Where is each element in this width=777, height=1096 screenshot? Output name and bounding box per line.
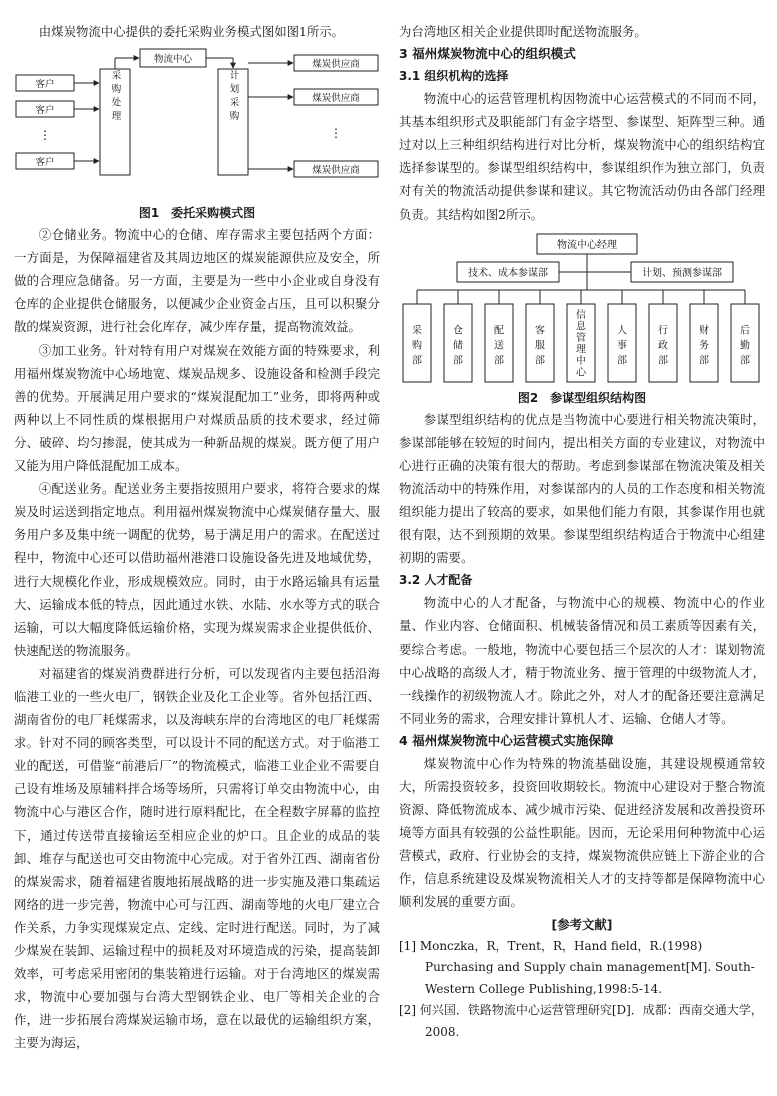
fig2-dept-label: 行政部 (658, 325, 668, 367)
fig2-staff-label-right: 计划、预测参谋部 (642, 267, 722, 279)
fig2-dept-label: 客服部 (535, 325, 545, 367)
subsection-heading: 3.2 人才配备 (399, 573, 473, 588)
fig1-diagram (14, 47, 380, 197)
fig1-intro: 由煤炭物流中心提供的委托采购业务模式图如图1所示。 (38, 24, 345, 39)
fig1-supplier-label: 煤炭供应商 (312, 93, 360, 105)
fig1-supplier-label: 煤炭供应商 (312, 59, 360, 71)
fig1-customer-dots: ⋮ (39, 128, 51, 143)
fig1-supplier-label: 煤炭供应商 (312, 165, 360, 177)
paragraph: 煤炭物流中心作为特殊的物流基础设施，其建设规模通常较大，所需投资较多，投资回收期较长。物流中心建设对于整合物流资源、降低物流成本、减少城市污染、促进经济发展和改善投资环境等方面具有较强的公益性职能。因而，无论采用何种物流中心运营模式，政府、行业协会的支持，煤炭物流供应链上下游企业的合作，信息系统建设及煤炭物流相关人才的支持等都是保障物流中心顺利发展的重要方面。 (399, 755, 765, 910)
paragraph: ④配送业务。配送业务主要指按照用户要求，将符合要求的煤炭及时运送到指定地点。利用福州煤炭物流中心煤炭储存量大、服务用户多及集中统一调配的优势，易于满足用户的需求。在配送过程中，物流中心还可以借助福州港港口设施设备先进及地域优势，进行大规模化作业，形成规模效应。同时，由于水路运输具有运量大、运输成本低的特点，因此通过水铁、水陆、水水等方式的联合运输，可以大幅度降低运输价格，实现为煤炭需求企业提供低价、快速配送的物流服务。 (14, 481, 380, 658)
fig1-caption: 图1 委托采购模式图 (138, 206, 256, 221)
fig2-dept-label: 信息管理中心 (576, 309, 586, 379)
fig2-dept-label: 财务部 (699, 325, 709, 367)
fig1-right-label: 计划采购 (227, 70, 239, 125)
section-heading: 3 福州煤炭物流中心的组织模式 (399, 46, 576, 62)
fig2-staff-label-left: 技术、成本参谋部 (468, 267, 548, 279)
paragraph: ③加工业务。针对特有用户对煤炭在效能方面的特殊要求，利用福州煤炭物流中心场地宽、煤炭品规多、设施设备和检测手段完善的优势。开展满足用户要求的“煤炭混配加工”业务，即将两种或两种以上不同性质的煤根据用户对煤质品质的技术要求，经过筛分、破碎、均匀掺混，使其成为一种新品规的煤炭。既方便了用户又能为用户降低混配加工成本。 (14, 342, 380, 474)
references-title: [参考文献] (551, 916, 613, 932)
fig1-top-label: 物流中心 (153, 54, 193, 66)
fig1-left-label: 采购处理 (109, 70, 121, 125)
fig2-dept-label: 配送部 (494, 325, 504, 367)
left-column (14, 0, 380, 1054)
fig2-caption: 图2 参谋型组织结构图 (517, 390, 647, 405)
subsection-heading: 3.1 组织机构的选择 (399, 69, 509, 84)
fig1-supplier-dots: ⋮ (330, 126, 342, 141)
reference-item: [2] 何兴国．铁路物流中心运营管理研究[D]．成都：西南交通大学，2008. (399, 1003, 763, 1039)
fig1-customer-label: 客户 (35, 105, 55, 117)
fig2-diagram (399, 232, 765, 384)
fig2-dept-label: 人事部 (617, 325, 627, 367)
fig2-dept-label: 后勤部 (740, 325, 750, 367)
section-heading: 4 福州煤炭物流中心运营模式实施保障 (399, 732, 614, 748)
continued-text: 为台湾地区相关企业提供即时配送物流服务。 (399, 24, 647, 39)
paragraph: 物流中心的运营管理机构因物流中心运营模式的不同而不同，其基本组织形式及职能部门有金字塔型、参谋型、矩阵型三种。通过对以上三种组织结构进行对比分析，煤炭物流中心的组织结构宜选择参谋型的。参谋型组织结构中，参谋组织作为独立部门，负责对有关的物流活动提供参谋和建议。其它物流活动仍由各部门经理负责。其结构如图2所示。 (399, 91, 765, 222)
paragraph: 参谋型组织结构的优点是当物流中心要进行相关物流决策时，参谋部能够在较短的时间内，提出相关方面的专业建议，对物流中心进行正确的决策有很大的帮助。考虑到参谋部在物流决策及相关物流活动中的特殊作用，对参谋部内的人员的工作态度和相关物流组织能力提出了较高的要求，如果他们能力有限，其参谋作用也就很有限，达不到预期的效果。参谋型组织结构适合于物流中心组建初期的需要。 (399, 411, 765, 566)
fig2-dept-label: 仓储部 (453, 325, 463, 367)
paragraph: 物流中心的人才配备，与物流中心的规模、物流中心的作业量、作业内容、仓储面积、机械装备情况和员工素质等因素有关，要综合考虑。一般地，物流中心要包括三个层次的人才：谋划物流中心战略的高级人才，精于物流业务、擅于管理的中级物流人才，一线操作的初级物流人才。除此之外，对人才的配备还要注意满足不同业务的需求，合理安排计算机人才、运输、仓储人才等。 (399, 595, 765, 726)
right-column (399, 0, 765, 1043)
paragraph: 对福建省的煤炭消费群进行分析，可以发现省内主要包括沿海临港工业的一些火电厂，钢铁企业及化工企业等。省外包括江西、湖南省份的电厂耗煤需求，以及海峡东岸的台湾地区的电厂耗煤需求。针对不同的顾客类型，可以设计不同的配送方式。对于临港工业的配送，可借鉴“前港后厂”的物流模式，临港工业企业不需要自己设有堆场及原辅料拌合场等场所，只需将订单交由物流中心，由物流中心与港区合作，随时进行原料配比，在全程数字屏幕的监控下，通过传送带直接输运至相应企业的炉口。且企业的成品的装卸、堆存与配送也可交由物流中心完成。对于省外江西、湖南省份的煤炭需求，随着福建省腹地拓展战略的进一步实施及港口集疏运网络的进一步完善，物流中心可与江西、湖南等地的火电厂建立合作关系，力争实现煤炭定点、定线、定时进行配送。同时，为了减少煤炭在装卸、运输过程中的损耗及对环境造成的污染，提高装卸效率，可考虑采用密闭的集装箱进行运输。对于台湾地区的煤炭需求，物流中心要加强与台湾大型钢铁企业、电厂等相关企业的合作，进一步拓展台湾煤炭运输市场，意在以最优的运输组织方案，主要为海运， (14, 665, 380, 1051)
paragraph: ②仓储业务。物流中心的仓储、库存需求主要包括两个方面：一方面是，为保障福建省及其周边地区的煤炭能源供应及安全，所做的合理应急储备。另一方面，主要是为一些中小企业或自身没有仓库的企业提供仓储服务，以便减少企业资金占压，且可以积聚分散的煤炭资源，进行社会化库存，减少库存量，提高物流效益。 (14, 227, 380, 335)
reference-item: [1] Monczka，R，Trent，R，Hand field，R.(1998) Purchasing and Supply chain management[M]. South-Western College Publishing,1998:5-14. (399, 938, 755, 996)
fig1-customer-label: 客户 (35, 79, 55, 91)
fig2-dept-label: 采购部 (412, 325, 422, 367)
fig1-customer-label: 客户 (35, 157, 55, 169)
fig2-manager-label: 物流中心经理 (557, 239, 617, 251)
